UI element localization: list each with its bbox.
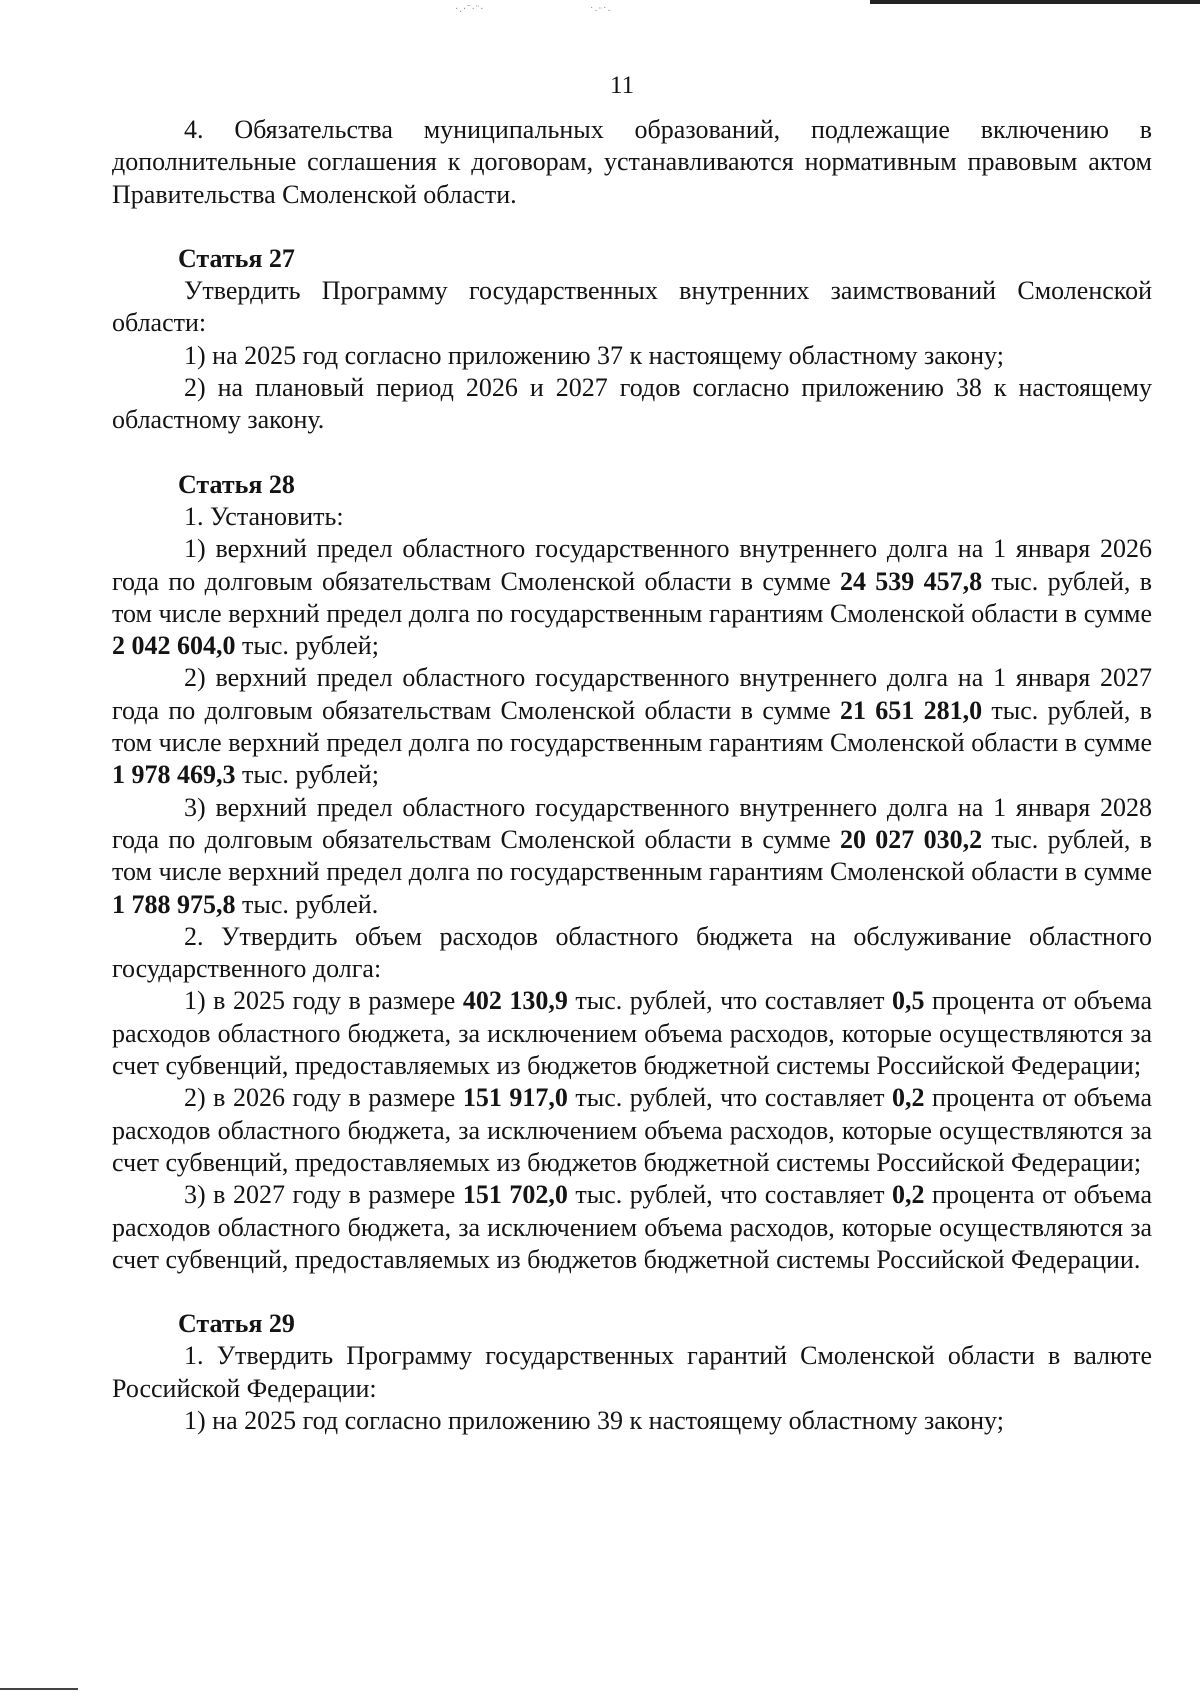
amount-value: 151 917,0 (462, 1083, 568, 1113)
article-heading: Статья 29 (178, 1309, 295, 1339)
section-gap (112, 1276, 1152, 1308)
paragraph: 4. Обязательства муниципальных образований, подлежащие включению в дополнительные соглашения к договорам, устанавливаются нормативным правовым актом Правительства Смоленской области. (112, 115, 1152, 209)
paragraph: 3) верхний предел областного государственного внутреннего долга на 1 января 2028 года по долговым обязательствам Смоленской области в сумме 20 027 030,2 тыс. рублей, в том числе верхний предел долга по государственным гарантиям Смоленской области в сумме 1 788 975,8 тыс. рублей. (112, 792, 1152, 919)
paragraph: 3) в 2027 году в размере 151 702,0 тыс. рублей, что составляет 0,2 процента от объема расходов областного бюджета, за исключением объема расходов, которые осуществляются за счет субвенций, предоставляемых из бюджетов бюджетной системы Российской Федерации. (112, 1180, 1152, 1274)
section-gap (112, 211, 1152, 243)
paragraph: 1. Установить: (184, 501, 344, 531)
paragraph: 1) верхний предел областного государственного внутреннего долга на 1 января 2026 года по долговым обязательствам Смоленской области в сумме 24 539 457,8 тыс. рублей, в том числе верхний предел долга по государственным гарантиям Смоленской области в сумме 2 042 604,0 тыс. рублей; (112, 534, 1152, 661)
amount-value: 2 042 604,0 (112, 631, 236, 661)
amount-value: 1 978 469,3 (112, 760, 236, 790)
scan-artifact: ·.·˜·¨· (455, 4, 485, 15)
amount-value: 0,5 (892, 986, 925, 1016)
paragraph: 1) на 2025 год согласно приложению 39 к настоящему областному закону; (184, 1405, 1004, 1435)
article-heading: Статья 27 (178, 243, 295, 273)
paragraph: 1) в 2025 году в размере 402 130,9 тыс. рублей, что составляет 0,5 процента от объема расходов областного бюджета, за исключением объема расходов, которые осуществляются за счет субвенций, предоставляемых из бюджетов бюджетной системы Российской Федерации; (112, 986, 1152, 1081)
amount-value: 1 788 975,8 (112, 889, 236, 919)
paragraph: 1) на 2025 год согласно приложению 37 к настоящему областному закону; (184, 340, 1004, 370)
paragraph: Утвердить Программу государственных внутренних заимствований Смоленской области: (112, 276, 1152, 338)
amount-value: 0,2 (892, 1083, 925, 1113)
scan-bottom-border (0, 1688, 78, 1690)
document-body (112, 114, 1152, 1437)
scan-artifact: ˙·¨˙· (590, 6, 612, 17)
paragraph: 2) в 2026 году в размере 151 917,0 тыс. рублей, что составляет 0,2 процента от объема расходов областного бюджета, за исключением объема расходов, которые осуществляются за счет субвенций, предоставляемых из бюджетов бюджетной системы Российской Федерации; (112, 1083, 1152, 1177)
article-heading: Статья 28 (178, 469, 295, 499)
amount-value: 24 539 457,8 (839, 566, 983, 596)
amount-value: 21 651 281,0 (839, 695, 983, 725)
paragraph: 1. Утвердить Программу государственных гарантий Смоленской области в валюте Российской Федерации: (112, 1341, 1152, 1403)
paragraph: 2) верхний предел областного государственного внутреннего долга на 1 января 2027 года по долговым обязательствам Смоленской области в сумме 21 651 281,0 тыс. рублей, в том числе верхний предел долга по государственным гарантиям Смоленской области в сумме 1 978 469,3 тыс. рублей; (112, 663, 1152, 790)
amount-value: 402 130,9 (462, 986, 568, 1016)
paragraph: 2) на плановый период 2026 и 2027 годов согласно приложению 38 к настоящему областному закону. (112, 373, 1152, 435)
paragraph: 2. Утвердить объем расходов областного бюджета на обслуживание областного государственного долга: (112, 921, 1152, 984)
amount-value: 151 702,0 (462, 1180, 568, 1210)
page-number: 11 (610, 72, 635, 99)
section-gap (112, 437, 1152, 469)
amount-value: 0,2 (892, 1180, 925, 1210)
amount-value: 20 027 030,2 (839, 824, 983, 854)
